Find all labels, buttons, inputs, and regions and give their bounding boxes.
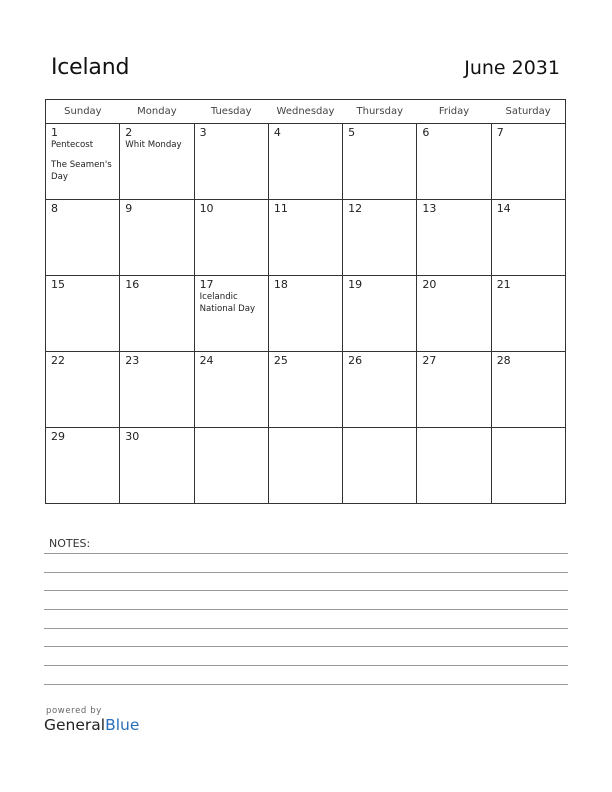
holiday-label: The Seamen's Day	[51, 160, 112, 182]
day-cell	[491, 276, 565, 352]
day-cell	[417, 276, 491, 352]
day-cell	[120, 352, 194, 428]
week-row	[46, 276, 566, 352]
day-number: 1	[51, 126, 58, 139]
day-number: 15	[51, 278, 65, 291]
day-number: 26	[348, 354, 363, 367]
day-number: 16	[125, 278, 140, 291]
day-number: 28	[496, 354, 511, 367]
weekday-header-row	[46, 100, 566, 124]
day-number: 20	[422, 278, 437, 291]
day-cell	[268, 352, 342, 428]
notes-line	[44, 609, 568, 610]
notes-line	[44, 553, 568, 554]
day-cell	[417, 124, 491, 200]
day-cell	[343, 124, 417, 200]
day-cell	[120, 428, 194, 504]
day-number: 27	[422, 354, 437, 367]
day-cell	[343, 428, 417, 504]
day-cell	[491, 352, 565, 428]
logo-general: General	[44, 716, 106, 734]
week-row	[46, 428, 566, 504]
day-number: 8	[51, 202, 58, 215]
notes-line	[44, 572, 568, 573]
day-number: 17	[199, 278, 214, 291]
day-number: 11	[273, 202, 288, 215]
day-number: 14	[496, 202, 511, 215]
logo-blue: Blue	[105, 716, 140, 734]
day-cell	[194, 200, 268, 276]
day-cell	[268, 200, 342, 276]
holiday-label: Whit Monday	[125, 140, 182, 150]
day-number: 9	[125, 202, 133, 215]
day-cell	[46, 428, 120, 504]
day-number: 21	[496, 278, 511, 291]
weekday-wednesday: Wednesday	[268, 100, 342, 124]
notes-line	[44, 665, 568, 666]
day-number: 19	[348, 278, 363, 291]
notes-line	[44, 628, 568, 629]
day-cell	[343, 200, 417, 276]
day-number: 24	[199, 354, 214, 367]
day-cell	[46, 276, 120, 352]
day-cell	[120, 124, 194, 200]
notes-line	[44, 646, 568, 647]
day-number: 13	[422, 202, 437, 215]
day-number: 6	[422, 126, 430, 139]
weekday-saturday: Saturday	[491, 100, 565, 124]
month-year-title: June 2031	[464, 57, 560, 79]
weekday-friday: Friday	[417, 100, 491, 124]
day-number: 30	[125, 430, 140, 443]
day-number: 29	[51, 430, 65, 443]
day-cell	[46, 352, 120, 428]
country-title: Iceland	[51, 55, 130, 80]
powered-by-text: powered by	[46, 706, 102, 716]
day-cell	[120, 276, 194, 352]
day-number: 2	[125, 126, 133, 139]
notes-label: NOTES:	[49, 537, 91, 550]
weekday-thursday: Thursday	[343, 100, 417, 124]
day-number: 4	[273, 126, 281, 139]
holiday-label: Pentecost	[51, 140, 94, 150]
day-cell	[268, 276, 342, 352]
day-cell	[194, 352, 268, 428]
day-cell	[268, 124, 342, 200]
weekday-sunday: Sunday	[46, 100, 120, 124]
day-number: 12	[348, 202, 363, 215]
generalblue-logo	[44, 716, 139, 734]
weekday-tuesday: Tuesday	[194, 100, 268, 124]
day-cell	[268, 428, 342, 504]
week-row	[46, 352, 566, 428]
day-cell	[194, 124, 268, 200]
week-row	[46, 124, 566, 200]
day-cell	[343, 276, 417, 352]
weekday-monday: Monday	[120, 100, 194, 124]
day-cell	[120, 200, 194, 276]
week-row	[46, 200, 566, 276]
day-number: 18	[273, 278, 288, 291]
day-cell	[491, 200, 565, 276]
day-cell	[491, 428, 565, 504]
day-cell	[417, 428, 491, 504]
day-cell	[417, 200, 491, 276]
day-number: 23	[125, 354, 140, 367]
day-number: 22	[51, 354, 65, 367]
day-number: 25	[273, 354, 288, 367]
day-cell	[194, 276, 268, 352]
day-cell	[343, 352, 417, 428]
day-cell	[491, 124, 565, 200]
day-cell	[46, 124, 120, 200]
day-number: 3	[199, 126, 207, 139]
holiday-label: Icelandic National Day	[199, 292, 256, 314]
calendar-grid	[45, 99, 566, 504]
day-number: 10	[199, 202, 214, 215]
day-number: 7	[496, 126, 504, 139]
day-cell	[194, 428, 268, 504]
day-number: 5	[348, 126, 356, 139]
day-cell	[46, 200, 120, 276]
notes-line	[44, 684, 568, 685]
day-cell	[417, 352, 491, 428]
notes-line	[44, 590, 568, 591]
